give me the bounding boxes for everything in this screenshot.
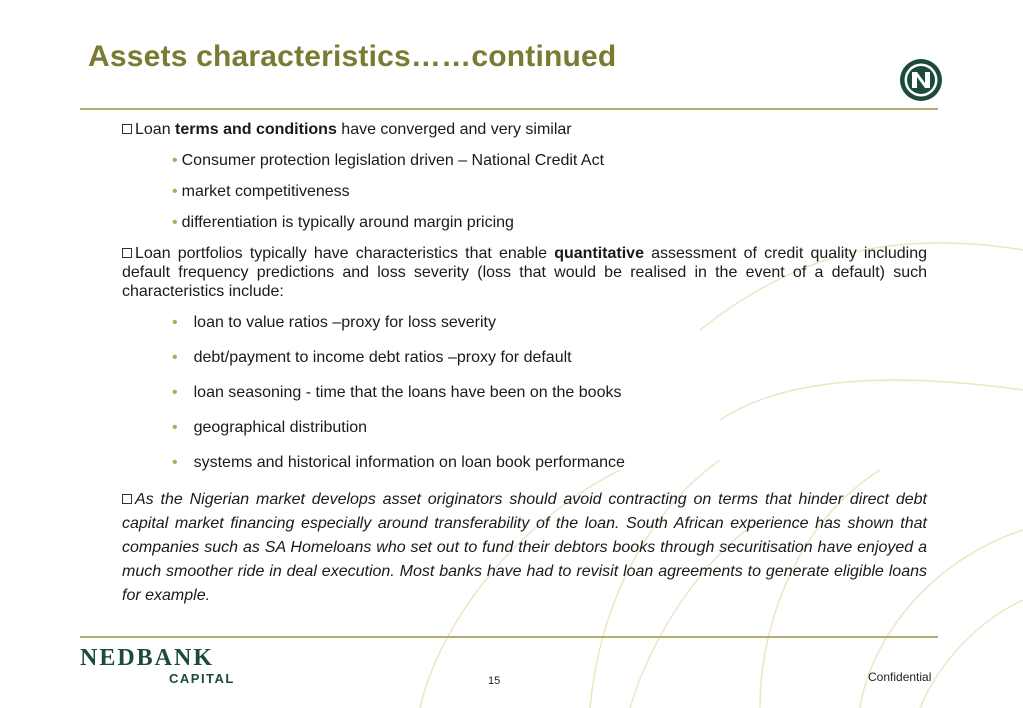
sub-point-text: loan to value ratios –proxy for loss severity (193, 314, 496, 331)
sub-point (172, 348, 927, 367)
sub-point-text: debt/payment to income debt ratios –proxy for default (193, 349, 572, 366)
point-nigerian-market (122, 488, 927, 608)
dot-bullet-icon: • (172, 152, 178, 169)
nedbank-n-logo-icon (898, 57, 944, 103)
sub-point-text: market competitiveness (181, 183, 350, 200)
sub-point (172, 383, 927, 402)
sub-point-text: geographical distribution (193, 419, 368, 436)
square-bullet-icon (122, 248, 132, 258)
point-suffix: assessment of credit quality including default frequency predictions and loss severity (loss that would be realised in the event of a default) such characteristics include: (122, 245, 928, 300)
square-bullet-icon (122, 494, 132, 504)
slide-title: Assets characteristics……continued (88, 40, 617, 73)
footer-divider (80, 636, 938, 638)
confidential-label: Confidential (868, 670, 932, 684)
point-loan-portfolios (122, 244, 927, 301)
sub-point (172, 182, 927, 201)
brand-name: NEDBANK (80, 645, 215, 671)
point-loan-terms (122, 120, 927, 139)
dot-bullet-icon: • (172, 384, 178, 401)
dot-bullet-icon: • (172, 454, 178, 471)
header-divider (80, 108, 938, 110)
sub-point (172, 453, 927, 472)
sub-point-text: Consumer protection legislation driven – National Credit Act (181, 152, 605, 169)
dot-bullet-icon: • (172, 314, 178, 331)
point-suffix: have converged and very similar (336, 121, 572, 138)
point-prefix: Loan portfolios typically have characteristics that enable (135, 245, 555, 262)
sub-point-text: systems and historical information on loan book performance (193, 454, 625, 471)
sub-point (172, 418, 927, 437)
point-text: As the Nigerian market develops asset originators should avoid contracting on terms that hinder direct debt capital market financing especially around transferability of the loan. South African experience has shown that companies such as SA Homeloans who set out to fund their debtors books through securitisation have enjoyed a much smoother ride in deal execution. Most banks have had to revisit loan agreements to generate eligible loans for example. (122, 491, 927, 604)
sub-point-text: loan seasoning - time that the loans have been on the books (193, 384, 622, 401)
point-prefix: Loan (135, 121, 176, 138)
dot-bullet-icon: • (172, 349, 178, 366)
square-bullet-icon (122, 124, 132, 134)
dot-bullet-icon: • (172, 183, 178, 200)
nedbank-capital-logo (80, 645, 235, 687)
sub-point (172, 213, 927, 232)
dot-bullet-icon: • (172, 214, 178, 231)
sub-point (172, 313, 927, 332)
slide-body (122, 120, 927, 608)
dot-bullet-icon: • (172, 419, 178, 436)
sub-point-text: differentiation is typically around margin pricing (181, 214, 514, 231)
point-emphasis: quantitative (554, 245, 644, 262)
brand-subtitle: CAPITAL (169, 671, 235, 686)
sub-point (172, 151, 927, 170)
point-emphasis: terms and conditions (175, 121, 337, 138)
page-number: 15 (488, 675, 501, 687)
